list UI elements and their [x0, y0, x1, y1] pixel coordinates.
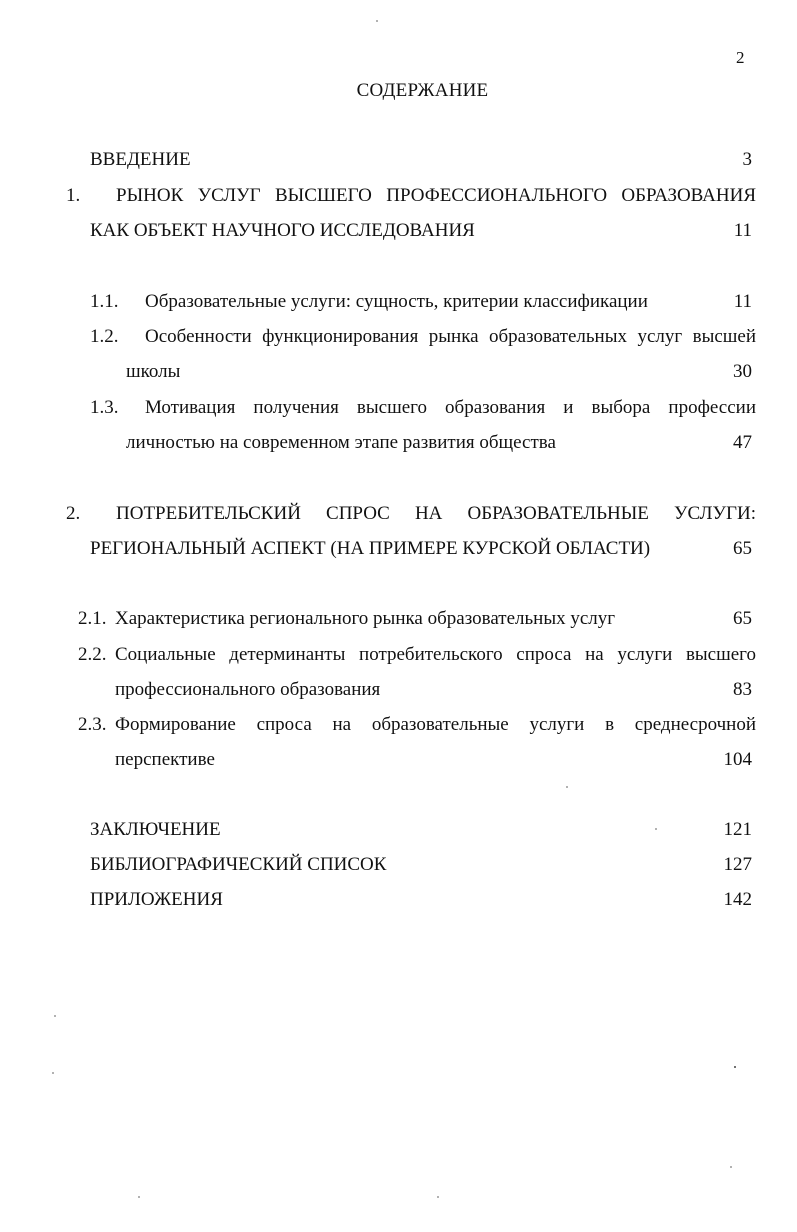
toc-section-1-2-number: 1.2.: [90, 326, 119, 347]
page-number: 2: [736, 48, 745, 67]
toc-section-1-3-page: 47: [733, 432, 752, 453]
toc-section-1-2-line2: школы: [126, 361, 181, 382]
toc-chapter-2-number: 2.: [66, 503, 81, 524]
toc-section-1-2-line1-text: Особенности функционирования рынка образовательных услуг высшей: [145, 326, 756, 347]
toc-section-1-2-line1: [145, 325, 756, 349]
toc-section-2-2-number: 2.2.: [78, 644, 107, 665]
toc-entry-appendices-label: ПРИЛОЖЕНИЯ: [90, 889, 223, 910]
toc-entry-appendices-page: 142: [723, 889, 752, 910]
toc-section-1-3-line2: личностью на современном этапе развития общества: [126, 432, 556, 453]
toc-chapter-1-line1: [116, 184, 756, 208]
toc-section-2-3-line2: перспективе: [115, 749, 215, 770]
page-title: СОДЕРЖАНИЕ: [356, 80, 489, 101]
toc-section-2-2-line2: профессионального образования: [115, 679, 381, 700]
toc-section-1-1-label: Образовательные услуги: сущность, критерии классификации: [145, 291, 648, 312]
scan-speck: [437, 1196, 439, 1198]
toc-section-2-2-page: 83: [733, 679, 752, 700]
toc-chapter-2-line2: РЕГИОНАЛЬНЫЙ АСПЕКТ (НА ПРИМЕРЕ КУРСКОЙ ОБЛАСТИ): [90, 538, 651, 559]
toc-section-2-1-label: Характеристика регионального рынка образовательных услуг: [115, 608, 616, 629]
toc-chapter-1-page: 11: [733, 220, 752, 241]
toc-section-2-1-page: 65: [733, 608, 752, 629]
toc-chapter-2-page: 65: [733, 538, 752, 559]
toc-section-2-3-page: 104: [723, 749, 752, 770]
toc-chapter-1-line2: КАК ОБЪЕКТ НАУЧНОГО ИССЛЕДОВАНИЯ: [90, 220, 475, 241]
toc-section-2-2-line1: [115, 643, 756, 667]
toc-chapter-2-line1: [116, 502, 756, 526]
toc-chapter-1-number: 1.: [66, 185, 81, 206]
toc-section-2-2-line1-text: Социальные детерминанты потребительского спроса на услуги высшего: [115, 644, 756, 665]
toc-entry-bibliography-page: 127: [723, 854, 752, 875]
toc-chapter-2-line1-text: ПОТРЕБИТЕЛЬСКИЙ СПРОС НА ОБРАЗОВАТЕЛЬНЫЕ УСЛУГИ:: [116, 503, 756, 524]
scan-speck: [376, 20, 378, 22]
scan-speck: [54, 1015, 56, 1017]
scan-speck: [730, 1166, 732, 1168]
toc-section-2-3-line1: [115, 713, 756, 737]
toc-section-1-1-page: 11: [733, 291, 752, 312]
toc-entry-conclusion-page: 121: [723, 819, 752, 840]
toc-entry-intro-label: ВВЕДЕНИЕ: [90, 149, 191, 170]
toc-entry-intro-page: 3: [742, 149, 752, 170]
scan-speck: [138, 1196, 140, 1198]
toc-entry-conclusion-label: ЗАКЛЮЧЕНИЕ: [90, 819, 221, 840]
toc-section-2-3-line1-text: Формирование спроса на образовательные услуги в среднесрочной: [115, 714, 756, 735]
toc-section-1-3-number: 1.3.: [90, 397, 119, 418]
scan-speck: [52, 1072, 54, 1074]
toc-section-1-2-page: 30: [733, 361, 752, 382]
scan-speck: [566, 786, 568, 788]
scan-speck: [734, 1066, 736, 1068]
toc-entry-bibliography-label: БИБЛИОГРАФИЧЕСКИЙ СПИСОК: [90, 854, 387, 875]
toc-section-1-3-line1: [145, 396, 756, 420]
toc-section-1-3-line1-text: Мотивация получения высшего образования и выбора профессии: [145, 397, 756, 418]
toc-section-2-1-number: 2.1.: [78, 608, 107, 629]
toc-section-2-3-number: 2.3.: [78, 714, 107, 735]
scan-speck: [655, 828, 657, 830]
toc-section-1-1-number: 1.1.: [90, 291, 119, 312]
toc-chapter-1-line1-text: РЫНОК УСЛУГ ВЫСШЕГО ПРОФЕССИОНАЛЬНОГО ОБРАЗОВАНИЯ: [116, 185, 756, 206]
